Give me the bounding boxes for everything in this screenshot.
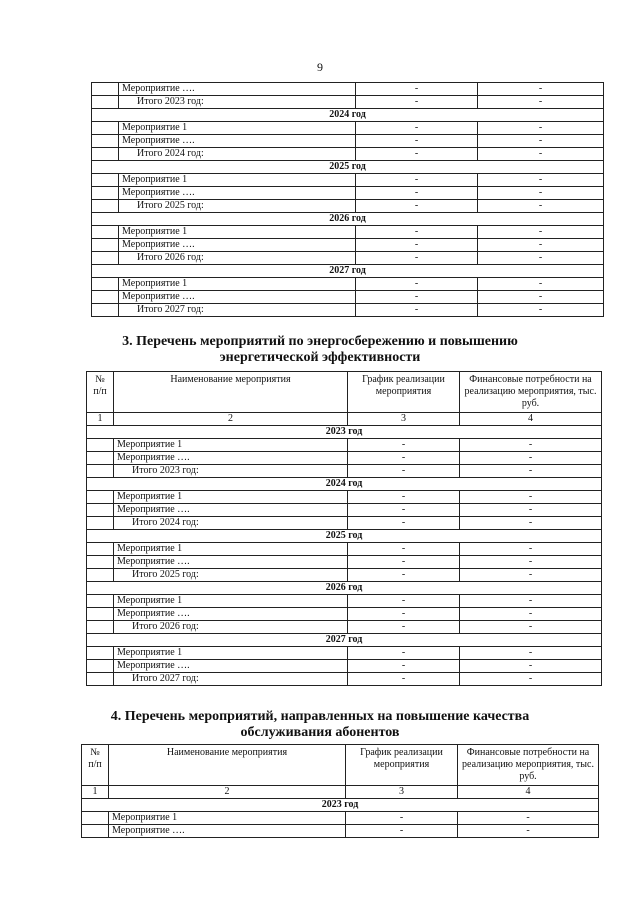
measure-name: Мероприятие …. [114, 660, 348, 673]
year-label: 2027 год [92, 265, 604, 278]
total-row [87, 465, 602, 478]
row-number-cell [87, 465, 114, 478]
measure-name: Мероприятие …. [109, 825, 346, 838]
finance-cell: - [460, 517, 602, 530]
schedule-cell: - [348, 556, 460, 569]
row-number-cell [92, 174, 119, 187]
schedule-cell: - [356, 135, 478, 148]
schedule-cell: - [348, 608, 460, 621]
year-row [87, 634, 602, 647]
year-label: 2024 год [87, 478, 602, 491]
table-body [82, 799, 599, 838]
table-row [92, 122, 604, 135]
schedule-cell: - [356, 83, 478, 96]
measure-name: Мероприятие 1 [119, 278, 356, 291]
row-number-cell [92, 187, 119, 200]
finance-cell: - [460, 673, 602, 686]
schedule-cell: - [348, 439, 460, 452]
table-header-row [82, 745, 599, 786]
year-label: 2025 год [87, 530, 602, 543]
measure-name: Мероприятие …. [119, 239, 356, 252]
finance-cell: - [458, 825, 599, 838]
schedule-cell: - [356, 278, 478, 291]
measure-name: Мероприятие …. [114, 504, 348, 517]
column-number: 3 [346, 786, 458, 799]
page-number: 9 [317, 60, 323, 74]
year-row [87, 530, 602, 543]
row-number-cell [87, 543, 114, 556]
row-number-cell [87, 660, 114, 673]
total-label: Итого 2023 год: [119, 96, 356, 109]
header-number: № п/п [87, 372, 114, 413]
measure-name: Мероприятие …. [114, 452, 348, 465]
finance-cell: - [478, 291, 604, 304]
total-row [92, 200, 604, 213]
header-schedule: График реализации мероприятия [346, 745, 458, 786]
finance-cell: - [478, 278, 604, 291]
finance-cell: - [460, 452, 602, 465]
measure-name: Мероприятие 1 [114, 647, 348, 660]
row-number-cell [92, 252, 119, 265]
measure-name: Мероприятие …. [119, 187, 356, 200]
row-number-cell [82, 812, 109, 825]
table-row [87, 452, 602, 465]
column-numbers-row [82, 786, 599, 799]
schedule-cell: - [348, 491, 460, 504]
measure-name: Мероприятие 1 [114, 491, 348, 504]
schedule-cell: - [356, 200, 478, 213]
total-row [92, 304, 604, 317]
finance-cell: - [460, 569, 602, 582]
section-number: 4. [110, 709, 122, 724]
total-label: Итого 2024 год: [114, 517, 348, 530]
table-row [87, 647, 602, 660]
table-row [87, 556, 602, 569]
year-label: 2023 год [87, 426, 602, 439]
total-label: Итого 2025 год: [114, 569, 348, 582]
header-finance: Финансовые потребности на реализацию мероприятия, тыс. руб. [458, 745, 599, 786]
row-number-cell [92, 83, 119, 96]
finance-cell: - [460, 504, 602, 517]
total-label: Итого 2026 год: [119, 252, 356, 265]
finance-cell: - [478, 304, 604, 317]
row-number-cell [87, 504, 114, 517]
measure-name: Мероприятие 1 [119, 122, 356, 135]
row-number-cell [87, 556, 114, 569]
year-row [92, 265, 604, 278]
measure-name: Мероприятие 1 [114, 543, 348, 556]
schedule-cell: - [356, 96, 478, 109]
finance-cell: - [478, 226, 604, 239]
table-row [87, 660, 602, 673]
schedule-cell: - [348, 660, 460, 673]
table-row [87, 504, 602, 517]
schedule-cell: - [348, 465, 460, 478]
row-number-cell [92, 278, 119, 291]
measures-table-continued [91, 82, 604, 317]
measure-name: Мероприятие 1 [119, 226, 356, 239]
year-row [92, 109, 604, 122]
section-4-title [0, 709, 640, 741]
row-number-cell [82, 825, 109, 838]
row-number-cell [87, 595, 114, 608]
header-schedule: График реализации мероприятия [348, 372, 460, 413]
row-number-cell [92, 239, 119, 252]
section-title-line-2: обслуживания абонентов [240, 725, 400, 740]
finance-cell: - [460, 608, 602, 621]
column-numbers-row [87, 413, 602, 426]
row-number-cell [92, 122, 119, 135]
finance-cell: - [478, 239, 604, 252]
total-label: Итого 2027 год: [114, 673, 348, 686]
section-title-line-1: Перечень мероприятий по энергосбережению и повышению [136, 334, 518, 349]
measure-name: Мероприятие 1 [114, 595, 348, 608]
finance-cell: - [478, 148, 604, 161]
row-number-cell [87, 673, 114, 686]
row-number-cell [92, 96, 119, 109]
row-number-cell [87, 517, 114, 530]
table-body [92, 83, 604, 317]
row-number-cell [87, 439, 114, 452]
row-number-cell [92, 200, 119, 213]
measure-name: Мероприятие 1 [109, 812, 346, 825]
table-row [87, 608, 602, 621]
schedule-cell: - [348, 673, 460, 686]
year-row [87, 478, 602, 491]
year-label: 2023 год [82, 799, 599, 812]
total-row [87, 517, 602, 530]
year-row [92, 161, 604, 174]
table-row [92, 278, 604, 291]
schedule-cell: - [356, 239, 478, 252]
column-number: 2 [114, 413, 348, 426]
schedule-cell: - [348, 517, 460, 530]
schedule-cell: - [348, 595, 460, 608]
total-row [87, 673, 602, 686]
finance-cell: - [478, 135, 604, 148]
finance-cell: - [460, 439, 602, 452]
schedule-cell: - [348, 569, 460, 582]
measure-name: Мероприятие …. [119, 83, 356, 96]
row-number-cell [92, 291, 119, 304]
energy-efficiency-measures-table [86, 371, 602, 686]
row-number-cell [87, 452, 114, 465]
total-row [87, 621, 602, 634]
schedule-cell: - [346, 812, 458, 825]
table-row [87, 439, 602, 452]
finance-cell: - [460, 647, 602, 660]
finance-cell: - [478, 252, 604, 265]
schedule-cell: - [356, 187, 478, 200]
total-label: Итого 2024 год: [119, 148, 356, 161]
total-label: Итого 2026 год: [114, 621, 348, 634]
measure-name: Мероприятие …. [114, 556, 348, 569]
header-finance: Финансовые потребности на реализацию мероприятия, тыс. руб. [460, 372, 602, 413]
table-row [92, 226, 604, 239]
row-number-cell [92, 135, 119, 148]
schedule-cell: - [356, 174, 478, 187]
total-row [92, 252, 604, 265]
total-label: Итого 2027 год: [119, 304, 356, 317]
column-number: 1 [87, 413, 114, 426]
schedule-cell: - [346, 825, 458, 838]
year-label: 2027 год [87, 634, 602, 647]
year-row [92, 213, 604, 226]
column-number: 2 [109, 786, 346, 799]
schedule-cell: - [348, 504, 460, 517]
header-measure-name: Наименование мероприятия [109, 745, 346, 786]
service-quality-measures-table [81, 744, 599, 838]
table-row [87, 543, 602, 556]
schedule-cell: - [356, 252, 478, 265]
finance-cell: - [478, 96, 604, 109]
year-label: 2025 год [92, 161, 604, 174]
row-number-cell [87, 608, 114, 621]
table-row [82, 812, 599, 825]
row-number-cell [87, 569, 114, 582]
finance-cell: - [458, 812, 599, 825]
finance-cell: - [460, 660, 602, 673]
total-label: Итого 2023 год: [114, 465, 348, 478]
total-row [92, 96, 604, 109]
finance-cell: - [460, 543, 602, 556]
total-label: Итого 2025 год: [119, 200, 356, 213]
row-number-cell [92, 226, 119, 239]
row-number-cell [92, 304, 119, 317]
finance-cell: - [478, 200, 604, 213]
schedule-cell: - [348, 621, 460, 634]
measure-name: Мероприятие …. [119, 291, 356, 304]
column-number: 1 [82, 786, 109, 799]
section-3-title [0, 334, 640, 366]
table-row [92, 187, 604, 200]
table-row [92, 291, 604, 304]
table-row [87, 595, 602, 608]
schedule-cell: - [348, 452, 460, 465]
table-header-row [87, 372, 602, 413]
finance-cell: - [478, 83, 604, 96]
year-row [82, 799, 599, 812]
finance-cell: - [478, 174, 604, 187]
column-number: 3 [348, 413, 460, 426]
schedule-cell: - [348, 543, 460, 556]
finance-cell: - [460, 491, 602, 504]
header-number: № п/п [82, 745, 109, 786]
row-number-cell [92, 148, 119, 161]
section-number: 3. [122, 334, 133, 349]
schedule-cell: - [356, 304, 478, 317]
year-label: 2026 год [92, 213, 604, 226]
schedule-cell: - [356, 291, 478, 304]
table-row [87, 491, 602, 504]
header-measure-name: Наименование мероприятия [114, 372, 348, 413]
total-row [87, 569, 602, 582]
table-row [92, 83, 604, 96]
finance-cell: - [460, 595, 602, 608]
schedule-cell: - [356, 122, 478, 135]
schedule-cell: - [356, 148, 478, 161]
table-row [82, 825, 599, 838]
section-title-line-2: энергетической эффективности [219, 350, 421, 365]
year-label: 2026 год [87, 582, 602, 595]
year-label: 2024 год [92, 109, 604, 122]
table-row [92, 135, 604, 148]
table-row [92, 174, 604, 187]
finance-cell: - [460, 465, 602, 478]
year-row [87, 426, 602, 439]
finance-cell: - [460, 556, 602, 569]
measure-name: Мероприятие 1 [119, 174, 356, 187]
row-number-cell [87, 621, 114, 634]
column-number: 4 [458, 786, 599, 799]
column-number: 4 [460, 413, 602, 426]
finance-cell: - [460, 621, 602, 634]
schedule-cell: - [348, 647, 460, 660]
row-number-cell [87, 647, 114, 660]
schedule-cell: - [356, 226, 478, 239]
finance-cell: - [478, 187, 604, 200]
measure-name: Мероприятие …. [114, 608, 348, 621]
measure-name: Мероприятие 1 [114, 439, 348, 452]
table-row [92, 239, 604, 252]
total-row [92, 148, 604, 161]
year-row [87, 582, 602, 595]
measure-name: Мероприятие …. [119, 135, 356, 148]
row-number-cell [87, 491, 114, 504]
table-body [87, 426, 602, 686]
section-title-line-1: Перечень мероприятий, направленных на повышение качества [124, 709, 530, 724]
finance-cell: - [478, 122, 604, 135]
